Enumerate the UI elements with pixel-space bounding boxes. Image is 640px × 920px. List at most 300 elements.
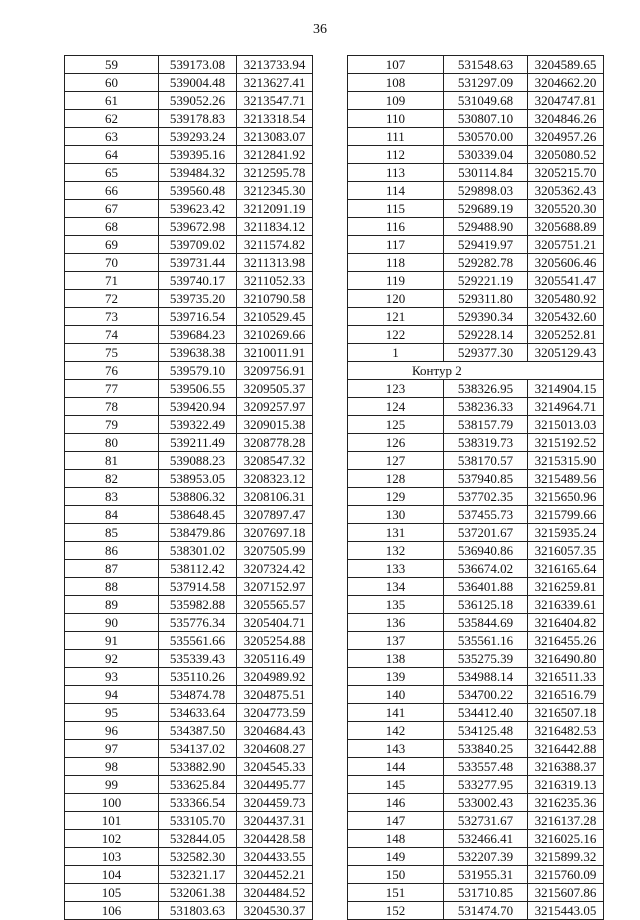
- point-number-cell: 85: [65, 524, 159, 542]
- x-coordinate-cell: 535275.39: [444, 650, 528, 668]
- y-coordinate-cell: 3207897.47: [237, 506, 313, 524]
- point-number-cell: 128: [348, 470, 444, 488]
- x-coordinate-cell: 531474.70: [444, 902, 528, 920]
- x-coordinate-cell: 533105.70: [159, 812, 237, 830]
- point-number-cell: 133: [348, 560, 444, 578]
- table-row: [348, 884, 604, 902]
- table-row: [348, 812, 604, 830]
- y-coordinate-cell: 3205252.81: [528, 326, 604, 344]
- y-coordinate-cell: 3216511.33: [528, 668, 604, 686]
- point-number-cell: 120: [348, 290, 444, 308]
- y-coordinate-cell: 3215760.09: [528, 866, 604, 884]
- x-coordinate-cell: 533366.54: [159, 794, 237, 812]
- y-coordinate-cell: 3207697.18: [237, 524, 313, 542]
- table-row: [348, 614, 604, 632]
- point-number-cell: 115: [348, 200, 444, 218]
- x-coordinate-cell: 539735.20: [159, 290, 237, 308]
- point-number-cell: 106: [65, 902, 159, 920]
- table-row: [348, 218, 604, 236]
- point-number-cell: 125: [348, 416, 444, 434]
- table-row: [348, 488, 604, 506]
- y-coordinate-cell: 3214904.15: [528, 380, 604, 398]
- x-coordinate-cell: 539293.24: [159, 128, 237, 146]
- point-number-cell: 118: [348, 254, 444, 272]
- x-coordinate-cell: 539211.49: [159, 434, 237, 452]
- y-coordinate-cell: 3216259.81: [528, 578, 604, 596]
- y-coordinate-cell: 3204773.59: [237, 704, 313, 722]
- table-row: [65, 848, 313, 866]
- point-number-cell: 64: [65, 146, 159, 164]
- point-number-cell: 136: [348, 614, 444, 632]
- x-coordinate-cell: 537914.58: [159, 578, 237, 596]
- point-number-cell: 145: [348, 776, 444, 794]
- table-row: [348, 506, 604, 524]
- table-row: [65, 686, 313, 704]
- x-coordinate-cell: 530570.00: [444, 128, 528, 146]
- table-row: [348, 164, 604, 182]
- x-coordinate-cell: 539420.94: [159, 398, 237, 416]
- y-coordinate-cell: 3207324.42: [237, 560, 313, 578]
- point-number-cell: 65: [65, 164, 159, 182]
- x-coordinate-cell: 539004.48: [159, 74, 237, 92]
- point-number-cell: 59: [65, 56, 159, 74]
- x-coordinate-cell: 536401.88: [444, 578, 528, 596]
- table-row: [65, 776, 313, 794]
- y-coordinate-cell: 3204545.33: [237, 758, 313, 776]
- point-number-cell: 142: [348, 722, 444, 740]
- table-row: [348, 452, 604, 470]
- table-row: [348, 542, 604, 560]
- point-number-cell: 92: [65, 650, 159, 668]
- table-row: [348, 56, 604, 74]
- y-coordinate-cell: 3216235.36: [528, 794, 604, 812]
- table-row: [348, 92, 604, 110]
- table-row: [348, 632, 604, 650]
- y-coordinate-cell: 3216388.37: [528, 758, 604, 776]
- table-row: [348, 308, 604, 326]
- x-coordinate-cell: 536940.86: [444, 542, 528, 560]
- y-coordinate-cell: 3204747.81: [528, 92, 604, 110]
- y-coordinate-cell: 3216490.80: [528, 650, 604, 668]
- point-number-cell: 122: [348, 326, 444, 344]
- point-number-cell: 89: [65, 596, 159, 614]
- table-row: [65, 146, 313, 164]
- table-row: [348, 740, 604, 758]
- point-number-cell: 126: [348, 434, 444, 452]
- y-coordinate-cell: 3216057.35: [528, 542, 604, 560]
- x-coordinate-cell: 534125.48: [444, 722, 528, 740]
- table-row: [65, 524, 313, 542]
- table-row: [65, 614, 313, 632]
- point-number-cell: 87: [65, 560, 159, 578]
- table-row: [348, 578, 604, 596]
- table-row: [348, 794, 604, 812]
- table-row: [65, 452, 313, 470]
- y-coordinate-cell: 3216442.88: [528, 740, 604, 758]
- x-coordinate-cell: 529689.19: [444, 200, 528, 218]
- x-coordinate-cell: 530807.10: [444, 110, 528, 128]
- y-coordinate-cell: 3216404.82: [528, 614, 604, 632]
- point-number-cell: 111: [348, 128, 444, 146]
- x-coordinate-cell: 538157.79: [444, 416, 528, 434]
- y-coordinate-cell: 3205215.70: [528, 164, 604, 182]
- point-number-cell: 77: [65, 380, 159, 398]
- table-row: [65, 362, 313, 380]
- table-row: [348, 596, 604, 614]
- table-row: [65, 488, 313, 506]
- x-coordinate-cell: 535982.88: [159, 596, 237, 614]
- y-coordinate-cell: 3211313.98: [237, 254, 313, 272]
- x-coordinate-cell: 534700.22: [444, 686, 528, 704]
- x-coordinate-cell: 539638.38: [159, 344, 237, 362]
- point-number-cell: 79: [65, 416, 159, 434]
- point-number-cell: 139: [348, 668, 444, 686]
- y-coordinate-cell: 3208323.12: [237, 470, 313, 488]
- x-coordinate-cell: 532321.17: [159, 866, 237, 884]
- table-row: [348, 344, 604, 362]
- x-coordinate-cell: 531548.63: [444, 56, 528, 74]
- y-coordinate-cell: 3205404.71: [237, 614, 313, 632]
- x-coordinate-cell: 537455.73: [444, 506, 528, 524]
- table-row: [348, 110, 604, 128]
- y-coordinate-cell: 3205116.49: [237, 650, 313, 668]
- point-number-cell: 129: [348, 488, 444, 506]
- table-row: [65, 254, 313, 272]
- y-coordinate-cell: 3207505.99: [237, 542, 313, 560]
- y-coordinate-cell: 3204589.65: [528, 56, 604, 74]
- y-coordinate-cell: 3215607.86: [528, 884, 604, 902]
- x-coordinate-cell: 538301.02: [159, 542, 237, 560]
- y-coordinate-cell: 3204846.26: [528, 110, 604, 128]
- point-number-cell: 75: [65, 344, 159, 362]
- x-coordinate-cell: 538648.45: [159, 506, 237, 524]
- table-row: [348, 722, 604, 740]
- x-coordinate-cell: 539506.55: [159, 380, 237, 398]
- y-coordinate-cell: 3209015.38: [237, 416, 313, 434]
- x-coordinate-cell: 538319.73: [444, 434, 528, 452]
- point-number-cell: 141: [348, 704, 444, 722]
- y-coordinate-cell: 3205606.46: [528, 254, 604, 272]
- point-number-cell: 76: [65, 362, 159, 380]
- point-number-cell: 103: [65, 848, 159, 866]
- point-number-cell: 146: [348, 794, 444, 812]
- table-row: [65, 164, 313, 182]
- table-row: [348, 326, 604, 344]
- y-coordinate-cell: 3212091.19: [237, 200, 313, 218]
- y-coordinate-cell: 3212595.78: [237, 164, 313, 182]
- y-coordinate-cell: 3210529.45: [237, 308, 313, 326]
- point-number-cell: 105: [65, 884, 159, 902]
- y-coordinate-cell: 3216137.28: [528, 812, 604, 830]
- x-coordinate-cell: 539178.83: [159, 110, 237, 128]
- y-coordinate-cell: 3215489.56: [528, 470, 604, 488]
- y-coordinate-cell: 3216455.26: [528, 632, 604, 650]
- x-coordinate-cell: 539716.54: [159, 308, 237, 326]
- table-row: [65, 866, 313, 884]
- point-number-cell: 104: [65, 866, 159, 884]
- y-coordinate-cell: 3216319.13: [528, 776, 604, 794]
- table-row: [348, 254, 604, 272]
- y-coordinate-cell: 3215799.66: [528, 506, 604, 524]
- y-coordinate-cell: 3210790.58: [237, 290, 313, 308]
- point-number-cell: 70: [65, 254, 159, 272]
- table-row: [65, 344, 313, 362]
- x-coordinate-cell: 539672.98: [159, 218, 237, 236]
- y-coordinate-cell: 3216339.61: [528, 596, 604, 614]
- y-coordinate-cell: 3208547.32: [237, 452, 313, 470]
- table-row: [348, 74, 604, 92]
- table-row: [348, 668, 604, 686]
- x-coordinate-cell: 531297.09: [444, 74, 528, 92]
- x-coordinate-cell: 537702.35: [444, 488, 528, 506]
- x-coordinate-cell: 538479.86: [159, 524, 237, 542]
- table-row: [65, 434, 313, 452]
- point-number-cell: 147: [348, 812, 444, 830]
- point-number-cell: 102: [65, 830, 159, 848]
- x-coordinate-cell: 534874.78: [159, 686, 237, 704]
- point-number-cell: 108: [348, 74, 444, 92]
- table-row: [65, 326, 313, 344]
- y-coordinate-cell: 3204428.58: [237, 830, 313, 848]
- table-row: [65, 740, 313, 758]
- x-coordinate-cell: 531803.63: [159, 902, 237, 920]
- y-coordinate-cell: 3208778.28: [237, 434, 313, 452]
- y-coordinate-cell: 3215650.96: [528, 488, 604, 506]
- y-coordinate-cell: 3204662.20: [528, 74, 604, 92]
- table-row: [348, 200, 604, 218]
- x-coordinate-cell: 539623.42: [159, 200, 237, 218]
- coordinates-table-left: [64, 55, 313, 920]
- point-number-cell: 148: [348, 830, 444, 848]
- table-row: [348, 758, 604, 776]
- x-coordinate-cell: 539579.10: [159, 362, 237, 380]
- x-coordinate-cell: 534387.50: [159, 722, 237, 740]
- x-coordinate-cell: 533277.95: [444, 776, 528, 794]
- y-coordinate-cell: 3215935.24: [528, 524, 604, 542]
- x-coordinate-cell: 533882.90: [159, 758, 237, 776]
- point-number-cell: 138: [348, 650, 444, 668]
- x-coordinate-cell: 529311.80: [444, 290, 528, 308]
- point-number-cell: 90: [65, 614, 159, 632]
- table-row: [348, 398, 604, 416]
- y-coordinate-cell: 3215192.52: [528, 434, 604, 452]
- x-coordinate-cell: 532466.41: [444, 830, 528, 848]
- table-row: [65, 722, 313, 740]
- x-coordinate-cell: 529282.78: [444, 254, 528, 272]
- x-coordinate-cell: 538806.32: [159, 488, 237, 506]
- x-coordinate-cell: 534633.64: [159, 704, 237, 722]
- point-number-cell: 121: [348, 308, 444, 326]
- x-coordinate-cell: 531955.31: [444, 866, 528, 884]
- y-coordinate-cell: 3210269.66: [237, 326, 313, 344]
- table-row: [65, 236, 313, 254]
- y-coordinate-cell: 3205520.30: [528, 200, 604, 218]
- table-row: [348, 560, 604, 578]
- table-row: [348, 650, 604, 668]
- y-coordinate-cell: 3204989.92: [237, 668, 313, 686]
- y-coordinate-cell: 3213083.07: [237, 128, 313, 146]
- x-coordinate-cell: 530114.84: [444, 164, 528, 182]
- point-number-cell: 1: [348, 344, 444, 362]
- x-coordinate-cell: 537940.85: [444, 470, 528, 488]
- point-number-cell: 73: [65, 308, 159, 326]
- point-number-cell: 113: [348, 164, 444, 182]
- point-number-cell: 63: [65, 128, 159, 146]
- point-number-cell: 123: [348, 380, 444, 398]
- table-row: [348, 830, 604, 848]
- point-number-cell: 91: [65, 632, 159, 650]
- coordinates-table-right: [347, 55, 604, 920]
- table-row: [65, 794, 313, 812]
- point-number-cell: 112: [348, 146, 444, 164]
- y-coordinate-cell: 3204452.21: [237, 866, 313, 884]
- x-coordinate-cell: 529377.30: [444, 344, 528, 362]
- table-row: [65, 380, 313, 398]
- point-number-cell: 100: [65, 794, 159, 812]
- y-coordinate-cell: 3216482.53: [528, 722, 604, 740]
- y-coordinate-cell: 3204459.73: [237, 794, 313, 812]
- table-row: [65, 182, 313, 200]
- table-row: [65, 470, 313, 488]
- x-coordinate-cell: 538326.95: [444, 380, 528, 398]
- table-row: [348, 380, 604, 398]
- x-coordinate-cell: 535110.26: [159, 668, 237, 686]
- table-row: [65, 758, 313, 776]
- y-coordinate-cell: 3205254.88: [237, 632, 313, 650]
- table-row: [65, 668, 313, 686]
- point-number-cell: 110: [348, 110, 444, 128]
- table-row: [65, 128, 313, 146]
- table-row: [348, 524, 604, 542]
- table-row: [348, 902, 604, 920]
- table-row: [65, 506, 313, 524]
- y-coordinate-cell: 3216507.18: [528, 704, 604, 722]
- x-coordinate-cell: 532844.05: [159, 830, 237, 848]
- x-coordinate-cell: 535561.16: [444, 632, 528, 650]
- y-coordinate-cell: 3209505.37: [237, 380, 313, 398]
- x-coordinate-cell: 539740.17: [159, 272, 237, 290]
- point-number-cell: 82: [65, 470, 159, 488]
- table-row: [348, 290, 604, 308]
- x-coordinate-cell: 539709.02: [159, 236, 237, 254]
- y-coordinate-cell: 3213547.71: [237, 92, 313, 110]
- y-coordinate-cell: 3216516.79: [528, 686, 604, 704]
- table-row: [348, 236, 604, 254]
- x-coordinate-cell: 529390.34: [444, 308, 528, 326]
- table-row: [65, 596, 313, 614]
- point-number-cell: 101: [65, 812, 159, 830]
- x-coordinate-cell: 535561.66: [159, 632, 237, 650]
- table-row: [348, 776, 604, 794]
- point-number-cell: 96: [65, 722, 159, 740]
- point-number-cell: 130: [348, 506, 444, 524]
- point-number-cell: 62: [65, 110, 159, 128]
- table-row: [65, 650, 313, 668]
- point-number-cell: 88: [65, 578, 159, 596]
- table-row: [65, 308, 313, 326]
- y-coordinate-cell: 3212841.92: [237, 146, 313, 164]
- x-coordinate-cell: 529228.14: [444, 326, 528, 344]
- x-coordinate-cell: 538170.57: [444, 452, 528, 470]
- point-number-cell: 69: [65, 236, 159, 254]
- y-coordinate-cell: 3213318.54: [237, 110, 313, 128]
- point-number-cell: 144: [348, 758, 444, 776]
- x-coordinate-cell: 539684.23: [159, 326, 237, 344]
- table-row: [65, 578, 313, 596]
- y-coordinate-cell: 3216165.64: [528, 560, 604, 578]
- table-row: [65, 884, 313, 902]
- table-row: [65, 56, 313, 74]
- x-coordinate-cell: 539088.23: [159, 452, 237, 470]
- table-row: [65, 218, 313, 236]
- point-number-cell: 66: [65, 182, 159, 200]
- y-coordinate-cell: 3204957.26: [528, 128, 604, 146]
- x-coordinate-cell: 539731.44: [159, 254, 237, 272]
- table-row: [348, 686, 604, 704]
- point-number-cell: 134: [348, 578, 444, 596]
- y-coordinate-cell: 3204530.37: [237, 902, 313, 920]
- point-number-cell: 80: [65, 434, 159, 452]
- table-row: [348, 128, 604, 146]
- table-row: [65, 200, 313, 218]
- table-row: [65, 542, 313, 560]
- point-number-cell: 81: [65, 452, 159, 470]
- table-row: [348, 272, 604, 290]
- point-number-cell: 127: [348, 452, 444, 470]
- y-coordinate-cell: 3216025.16: [528, 830, 604, 848]
- y-coordinate-cell: 3205751.21: [528, 236, 604, 254]
- table-row: [348, 182, 604, 200]
- table-row: [348, 416, 604, 434]
- table-row: [65, 812, 313, 830]
- x-coordinate-cell: 532061.38: [159, 884, 237, 902]
- table-row: [65, 398, 313, 416]
- point-number-cell: 131: [348, 524, 444, 542]
- x-coordinate-cell: 539052.26: [159, 92, 237, 110]
- y-coordinate-cell: 3213733.94: [237, 56, 313, 74]
- x-coordinate-cell: 537201.67: [444, 524, 528, 542]
- point-number-cell: 71: [65, 272, 159, 290]
- x-coordinate-cell: 532731.67: [444, 812, 528, 830]
- table-row: [65, 560, 313, 578]
- point-number-cell: 67: [65, 200, 159, 218]
- y-coordinate-cell: 3215899.32: [528, 848, 604, 866]
- y-coordinate-cell: 3215443.05: [528, 902, 604, 920]
- y-coordinate-cell: 3207152.97: [237, 578, 313, 596]
- x-coordinate-cell: 535844.69: [444, 614, 528, 632]
- x-coordinate-cell: 539395.16: [159, 146, 237, 164]
- table-row: [65, 290, 313, 308]
- table-row: [65, 902, 313, 920]
- y-coordinate-cell: 3204875.51: [237, 686, 313, 704]
- y-coordinate-cell: 3204433.55: [237, 848, 313, 866]
- x-coordinate-cell: 533625.84: [159, 776, 237, 794]
- point-number-cell: 84: [65, 506, 159, 524]
- point-number-cell: 61: [65, 92, 159, 110]
- table-row: [65, 110, 313, 128]
- point-number-cell: 151: [348, 884, 444, 902]
- y-coordinate-cell: 3205432.60: [528, 308, 604, 326]
- point-number-cell: 74: [65, 326, 159, 344]
- x-coordinate-cell: 538236.33: [444, 398, 528, 416]
- x-coordinate-cell: 533002.43: [444, 794, 528, 812]
- x-coordinate-cell: 531710.85: [444, 884, 528, 902]
- y-coordinate-cell: 3211052.33: [237, 272, 313, 290]
- table-row: [65, 92, 313, 110]
- x-coordinate-cell: 530339.04: [444, 146, 528, 164]
- point-number-cell: 78: [65, 398, 159, 416]
- y-coordinate-cell: 3205541.47: [528, 272, 604, 290]
